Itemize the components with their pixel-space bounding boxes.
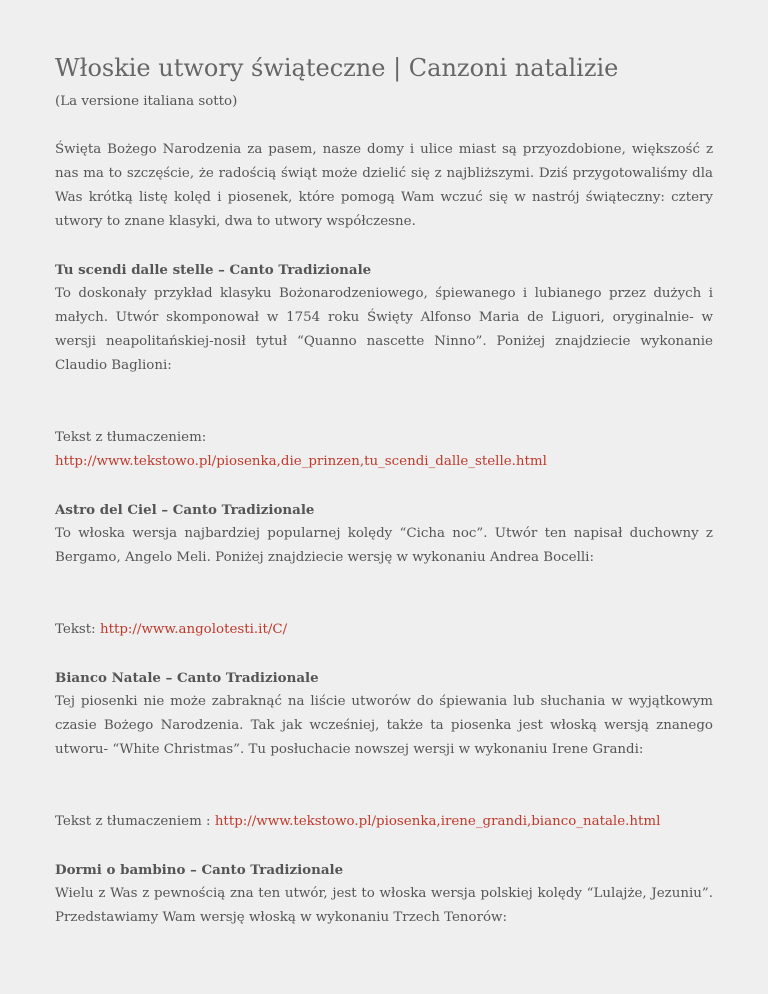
page-title: Włoskie utwory świąteczne | Canzoni natalizie — [55, 54, 619, 82]
intro-paragraph: Święta Bożego Narodzenia za pasem, nasze domy i ulice miast są przyozdobione, większość z nas ma to szczęście, że radością świąt może dzielić się z najbliższymi. Dziś przygotowaliśmy dla Was krótką listę kolęd i piosenek, które pomogą Wam wczuć się w nastrój świąteczny: cztery utwory to znane klasyki, dwa to utwory współczesne. — [55, 142, 713, 229]
lyrics-label: Tekst z tłumaczeniem : — [55, 814, 215, 829]
lyrics-line — [55, 450, 713, 474]
song-title: Dormi o bambino – Canto Tradizionale — [55, 862, 344, 878]
lyrics-line — [55, 618, 713, 642]
song-description: Wielu z Was z pewnością zna ten utwór, jest to włoska wersja polskiej kolędy “Lulajże, Jezuniu”. Przedstawiamy Wam wersję włoską w wykonaniu Trzech Tenorów: — [55, 886, 713, 925]
lyrics-label: Tekst z tłumaczeniem: — [55, 430, 207, 445]
lyrics-link[interactable]: http://www.tekstowo.pl/piosenka,die_prinzen,tu_scendi_dalle_stelle.html — [55, 454, 547, 469]
song-section — [55, 498, 713, 642]
lyrics-line — [55, 810, 713, 834]
song-section — [55, 258, 713, 474]
lyrics-label: Tekst: — [55, 622, 100, 637]
song-description: To włoska wersja najbardziej popularnej kolędy “Cicha noc”. Utwór ten napisał duchowny z Bergamo, Angelo Meli. Poniżej znajdziecie wersję w wykonaniu Andrea Bocelli: — [55, 526, 713, 565]
song-description: Tej piosenki nie może zabraknąć na liście utworów do śpiewania lub słuchania w wyjątkowym czasie Bożego Narodzenia. Tak jak wcześniej, także ta piosenka jest włoską wersją znanego utworu- “White Christmas”. Tu posłuchacie nowszej wersji w wykonaniu Irene Grandi: — [55, 694, 713, 757]
subtitle: (La versione italiana sotto) — [55, 94, 238, 109]
song-title: Bianco Natale – Canto Tradizionale — [55, 670, 319, 686]
song-section — [55, 858, 713, 930]
song-section — [55, 666, 713, 834]
embedded-video-placeholder — [55, 570, 713, 618]
lyrics-link[interactable]: http://www.tekstowo.pl/piosenka,irene_grandi,bianco_natale.html — [214, 814, 661, 829]
embedded-video-placeholder — [55, 378, 713, 426]
lyrics-link[interactable]: http://www.angolotesti.it/C/ — [99, 622, 288, 637]
song-title: Astro del Ciel – Canto Tradizionale — [55, 502, 315, 518]
song-title: Tu scendi dalle stelle – Canto Tradizionale — [55, 262, 372, 278]
embedded-video-placeholder — [55, 762, 713, 810]
song-description: To doskonały przykład klasyku Bożonarodzeniowego, śpiewanego i lubianego przez dużych i małych. Utwór skomponował w 1754 roku Święty Alfonso Maria de Liguori, oryginalnie- w wersji neapolitańskiej-nosił tytuł “Quanno nascette Ninno”. Poniżej znajdziecie wykonanie Claudio Baglioni: — [55, 286, 713, 373]
